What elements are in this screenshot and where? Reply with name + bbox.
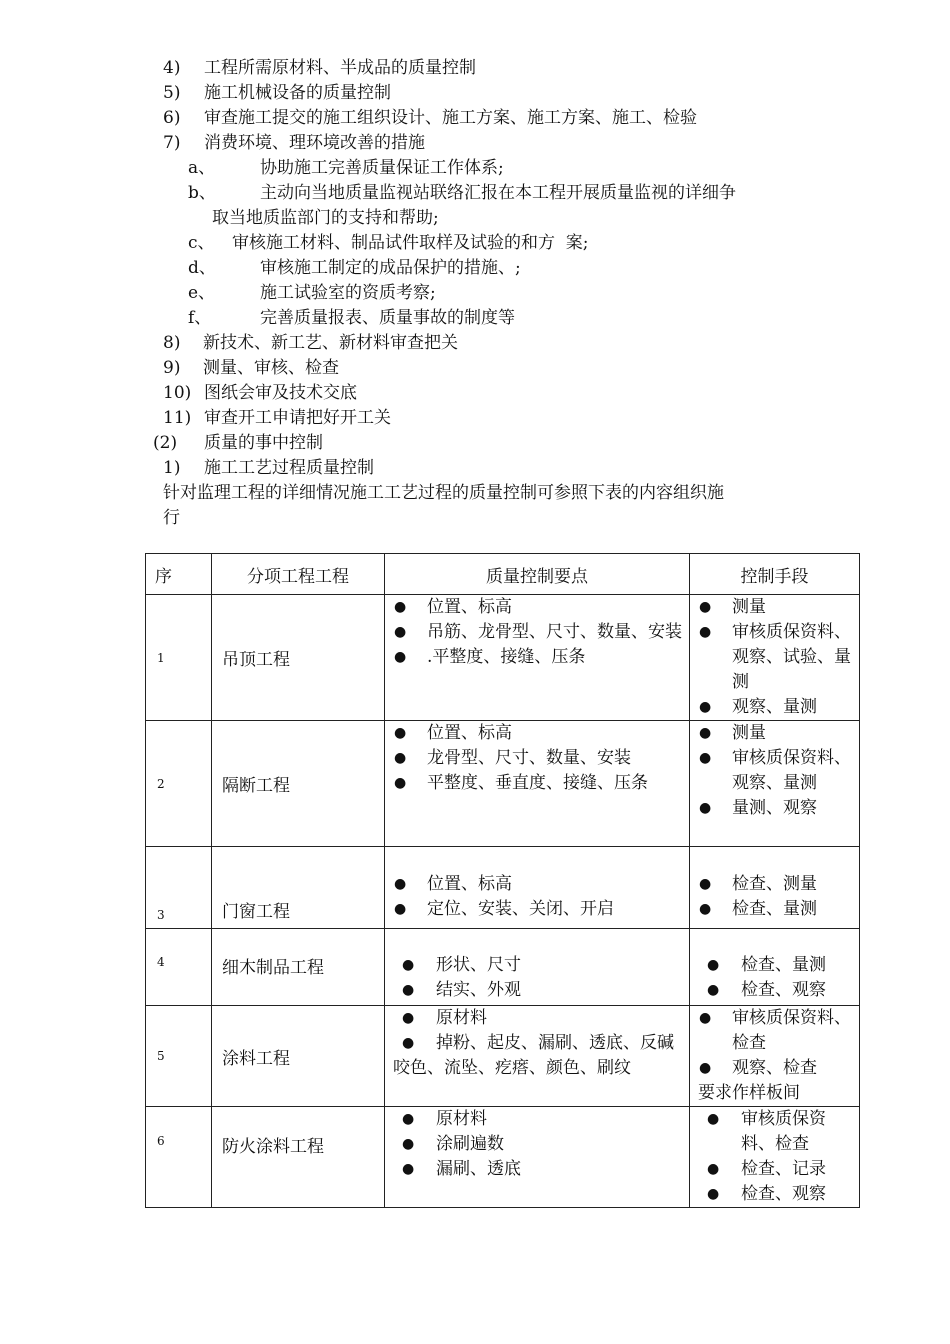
row-item-name: 隔断工程 bbox=[212, 721, 385, 847]
table-row bbox=[146, 929, 860, 1006]
control-point: ● 吊筋、龙骨型、尺寸、数量、安装 bbox=[385, 620, 689, 645]
item-text: 审查施工提交的施工组织设计、施工方案、施工方案、施工、检验 bbox=[204, 108, 697, 128]
control-point: ● 位置、标高 bbox=[385, 595, 689, 620]
control-point: ● 形状、尺寸 bbox=[385, 953, 689, 978]
control-means: ● 观察、检查 bbox=[690, 1056, 859, 1081]
item-number: 7) bbox=[163, 133, 181, 153]
item-text: 质量的事中控制 bbox=[204, 433, 323, 453]
item-text: 消费环境、理环境改善的措施 bbox=[204, 133, 425, 153]
item-number: 1) bbox=[163, 458, 181, 478]
row-seq: 6 bbox=[146, 1107, 212, 1208]
row-item-name: 涂料工程 bbox=[212, 1006, 385, 1107]
control-point: ● 掉粉、起皮、漏刷、透底、反碱 bbox=[385, 1031, 689, 1056]
control-means: ● 审核质保资料、检查 bbox=[690, 1006, 859, 1056]
row-control-means bbox=[690, 721, 860, 847]
item-text: 图纸会审及技术交底 bbox=[204, 383, 357, 403]
control-point: ● 结实、外观 bbox=[385, 978, 689, 1003]
sub-item-c bbox=[188, 231, 589, 256]
row-seq: 2 bbox=[146, 721, 212, 847]
row-control-means bbox=[690, 1107, 860, 1208]
sub-item-b-continued bbox=[212, 206, 439, 231]
item-number: 9) bbox=[163, 358, 181, 378]
item-number: (2) bbox=[153, 433, 178, 453]
row-seq: 4 bbox=[146, 929, 212, 1006]
row-control-points bbox=[385, 847, 690, 929]
row-control-points bbox=[385, 1006, 690, 1107]
table-header-row bbox=[146, 554, 860, 595]
item-8 bbox=[163, 331, 458, 356]
row-control-means bbox=[690, 595, 860, 721]
sub-item-a bbox=[188, 156, 504, 181]
control-point: ● 定位、安装、关闭、开启 bbox=[385, 897, 689, 922]
row-control-points bbox=[385, 595, 690, 721]
item-text: 测量、审核、检查 bbox=[203, 358, 339, 378]
item-text: 审核施工材料、制品试件取样及试验的和方 案; bbox=[232, 233, 589, 253]
item-text: 新技术、新工艺、新材料审查把关 bbox=[203, 333, 458, 353]
table-row bbox=[146, 721, 860, 847]
control-means: ● 检查、量测 bbox=[690, 897, 859, 922]
header-seq: 序 bbox=[146, 554, 212, 595]
item-1 bbox=[163, 456, 374, 481]
control-means: ● 检查、观察 bbox=[690, 1182, 859, 1207]
item-number: 10) bbox=[163, 383, 192, 403]
control-means: ● 检查、量测 bbox=[690, 953, 859, 978]
row-seq: 3 bbox=[146, 847, 212, 929]
control-point: ● 涂刷遍数 bbox=[385, 1132, 689, 1157]
row-seq: 5 bbox=[146, 1006, 212, 1107]
item-number: 8) bbox=[163, 333, 181, 353]
item-number: e、 bbox=[188, 283, 216, 303]
control-means: ● 观察、量测 bbox=[690, 695, 859, 720]
item-text: 工程所需原材料、半成品的质量控制 bbox=[204, 58, 476, 78]
paragraph-line-1 bbox=[163, 481, 724, 506]
control-point: ● 位置、标高 bbox=[385, 872, 689, 897]
item-text: 主动向当地质量监视站联络汇报在本工程开展质量监视的详细争 bbox=[260, 183, 736, 203]
section-2-heading bbox=[153, 431, 323, 456]
item-text: 取当地质监部门的支持和帮助; bbox=[212, 208, 439, 228]
sub-item-d bbox=[188, 256, 521, 281]
sub-item-b bbox=[188, 181, 736, 206]
item-number: 4) bbox=[163, 58, 181, 78]
paragraph-text: 行 bbox=[163, 508, 180, 528]
row-item-name: 防火涂料工程 bbox=[212, 1107, 385, 1208]
paragraph-text: 针对监理工程的详细情况施工工艺过程的质量控制可参照下表的内容组织施 bbox=[163, 483, 724, 503]
row-control-points bbox=[385, 1107, 690, 1208]
control-point-extra: 咬色、流坠、疙瘩、颜色、刷纹 bbox=[393, 1058, 631, 1078]
control-means-extra: 要求作样板间 bbox=[698, 1083, 800, 1103]
control-point: ● .平整度、接缝、压条 bbox=[385, 645, 689, 670]
item-11 bbox=[163, 406, 391, 431]
item-text: 完善质量报表、质量事故的制度等 bbox=[260, 308, 515, 328]
item-text: 审查开工申请把好开工关 bbox=[204, 408, 391, 428]
control-point: ● 龙骨型、尺寸、数量、安装 bbox=[385, 746, 689, 771]
header-points: 质量控制要点 bbox=[385, 554, 690, 595]
item-number: c、 bbox=[188, 233, 215, 253]
row-control-means bbox=[690, 929, 860, 1006]
control-point: ● 原材料 bbox=[385, 1107, 689, 1132]
row-item-name: 吊顶工程 bbox=[212, 595, 385, 721]
row-control-points bbox=[385, 721, 690, 847]
quality-control-table bbox=[145, 553, 860, 1208]
item-number: 5) bbox=[163, 83, 181, 103]
item-text: 施工试验室的资质考察; bbox=[260, 283, 436, 303]
table-row bbox=[146, 1107, 860, 1208]
control-means: ● 审核质保资料、检查 bbox=[690, 1107, 859, 1157]
sub-item-f bbox=[188, 306, 515, 331]
item-number: 6) bbox=[163, 108, 181, 128]
control-means: ● 量测、观察 bbox=[690, 796, 859, 821]
item-text: 施工工艺过程质量控制 bbox=[204, 458, 374, 478]
item-9 bbox=[163, 356, 339, 381]
item-6 bbox=[163, 106, 697, 131]
row-seq: 1 bbox=[146, 595, 212, 721]
control-means: ● 检查、记录 bbox=[690, 1157, 859, 1182]
row-item-name: 门窗工程 bbox=[212, 847, 385, 929]
row-control-means bbox=[690, 847, 860, 929]
item-number: 11) bbox=[163, 408, 192, 428]
item-5 bbox=[163, 81, 391, 106]
header-item: 分项工程工程 bbox=[212, 554, 385, 595]
item-text: 协助施工完善质量保证工作体系; bbox=[260, 158, 504, 178]
control-point: ● 平整度、垂直度、接缝、压条 bbox=[385, 771, 689, 796]
item-number: f、 bbox=[188, 308, 212, 328]
control-means: ● 测量 bbox=[690, 721, 859, 746]
row-item-name: 细木制品工程 bbox=[212, 929, 385, 1006]
control-means: ● 测量 bbox=[690, 595, 859, 620]
row-control-means bbox=[690, 1006, 860, 1107]
item-text: 审核施工制定的成品保护的措施、; bbox=[260, 258, 521, 278]
item-text: 施工机械设备的质量控制 bbox=[204, 83, 391, 103]
control-means: ● 检查、测量 bbox=[690, 872, 859, 897]
item-number: d、 bbox=[188, 258, 216, 278]
table-row bbox=[146, 1006, 860, 1107]
item-number: b、 bbox=[188, 183, 216, 203]
paragraph-line-2 bbox=[163, 506, 180, 531]
item-4 bbox=[163, 56, 476, 81]
control-means: ● 审核质保资料、观察、试验、量测 bbox=[690, 620, 859, 695]
control-point: ● 位置、标高 bbox=[385, 721, 689, 746]
table-row bbox=[146, 595, 860, 721]
header-means: 控制手段 bbox=[690, 554, 860, 595]
item-10 bbox=[163, 381, 357, 406]
item-7 bbox=[163, 131, 425, 156]
control-point: ● 原材料 bbox=[385, 1006, 689, 1031]
control-point: ● 漏刷、透底 bbox=[385, 1157, 689, 1182]
control-means: ● 检查、观察 bbox=[690, 978, 859, 1003]
row-control-points bbox=[385, 929, 690, 1006]
sub-item-e bbox=[188, 281, 436, 306]
control-means: ● 审核质保资料、观察、量测 bbox=[690, 746, 859, 796]
table-row bbox=[146, 847, 860, 929]
item-number: a、 bbox=[188, 158, 216, 178]
